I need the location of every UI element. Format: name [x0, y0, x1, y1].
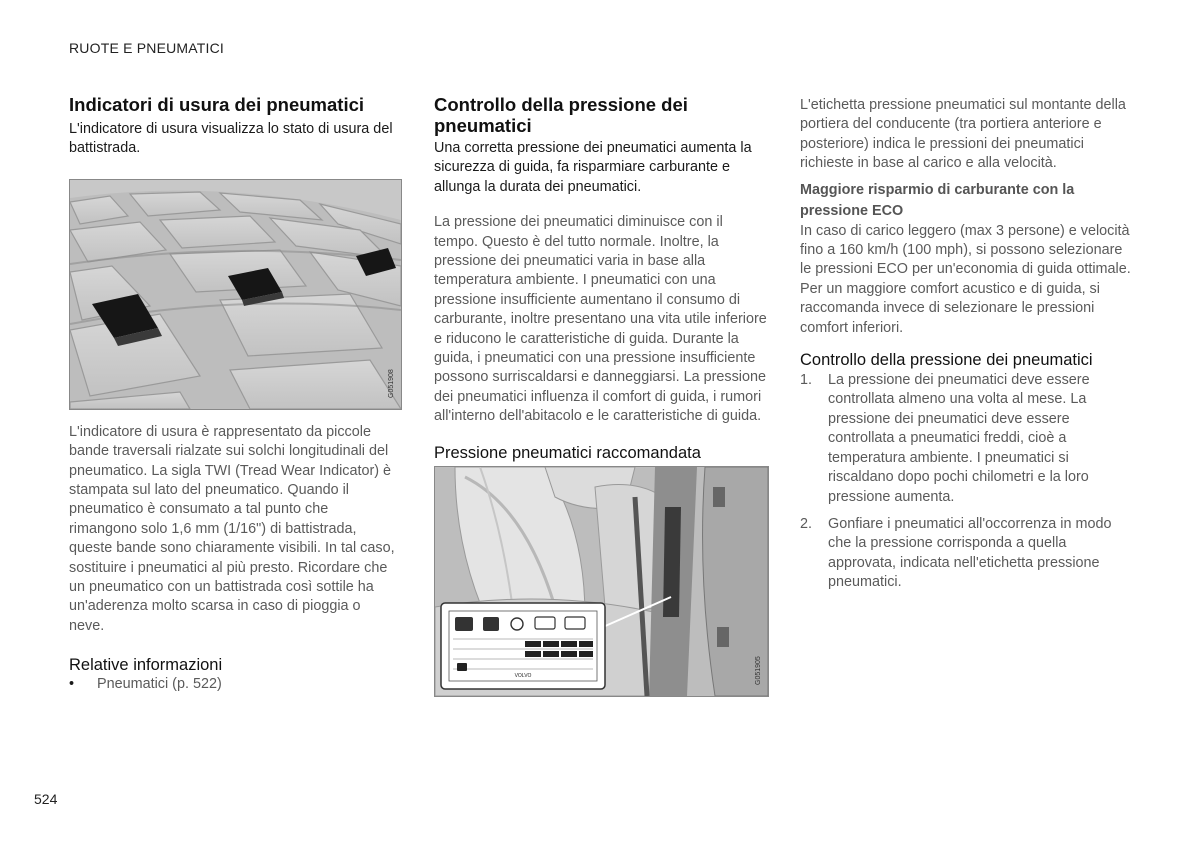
column-pressure-check: [434, 94, 768, 697]
label-brand: VOLVO: [514, 672, 532, 679]
recommended-pressure-title: Pressione pneumatici raccomandata: [434, 443, 701, 462]
column-tread-wear: [69, 94, 399, 695]
pressure-intro: Una corretta pressione dei pneumatici aumenta la sicurezza di guida, fa risparmiare carburante e allunga la durata dei pneumatici.: [434, 140, 752, 195]
wear-intro: L'indicatore di usura visualizza lo stato di usura del battistrada.: [69, 121, 393, 157]
related-list-item: [69, 675, 399, 694]
pressure-body: La pressione dei pneumatici diminuisce con il tempo. Questo è del tutto normale. Inoltre, la pressione dei pneumatici varia in base alla temperatura ambiente. I pneumatici con una pressione insufficiente aumentano il consumo di carburante, inoltre presentano una vita utile inferiore e riducono le caratteristiche di guida. Durante la guida, i pneumatici con una pressione insufficiente possono surriscaldarsi e danneggiarsi. La pressione dei pneumatici influenza il comfort di guida, i rumori all'interno dell'abitacolo e le caratteristiche di guida.: [434, 214, 767, 425]
column-recommended-pressure: [800, 96, 1134, 593]
label-location-text: L'etichetta pressione pneumatici sul montante della portiera del conducente (tra portiera anteriore e posteriore) indica le pressioni dei pneumatici richieste in base al carico e alla velocità.: [800, 97, 1126, 172]
step-item: [800, 371, 1134, 507]
car-interior-drawing: [435, 467, 768, 696]
figure-code: G051905: [755, 655, 762, 685]
running-header: RUOTE E PNEUMATICI: [69, 40, 225, 56]
wear-body: L'indicatore di usura è rappresentato da piccole bande traversali rialzate sui solchi longitudinali del pneumatico. La sigla TWI (Tread Wear Indicator) è stampata sul lato del pneumatico. Quando il pneumatico è consumato a tal punto che rimangono solo 1,6 mm (1/16") di battistrada, queste bande sono chiaramente visibili. In tal caso, sostituire i pneumatici al più presto. Ricordare che un pneumatico con un battistrada così sottile ha un'aderenza molto scarsa in caso di pioggia o neve.: [69, 423, 395, 634]
related-info-title: Relative informazioni: [69, 656, 223, 675]
step-text: Gonfiare i pneumatici all'occorrenza in modo che la pressione corrisponda a quella approvata, indicata nell'etichetta pressione pneumatici.: [828, 515, 1112, 591]
page-number: 524: [34, 791, 58, 807]
check-pressure-title: Controllo della pressione dei pneumatici: [800, 351, 1093, 370]
step-item: [800, 515, 1134, 593]
door-pillar-label-illustration: [434, 466, 769, 697]
related-link-tyres[interactable]: Pneumatici (p. 522): [97, 676, 222, 693]
bullet: •: [69, 676, 75, 693]
step-number: 2.: [800, 515, 813, 532]
eco-pressure-body: In caso di carico leggero (max 3 persone) e velocità fino a 160 km/h (100 mph), si possono selezionare le pressioni ECO per un'economia di guida ottimale. Per un maggiore comfort acustico e di guida, si raccomanda invece di selezionare le pressioni comfort inferiori.: [800, 222, 1131, 336]
step-text: La pressione dei pneumatici deve essere controllata almeno una volta al mese. La pressione dei pneumatici deve essere controllata a pneumatici freddi, cioè a temperatura ambiente. I pneumatici si riscaldano dopo pochi chilometri e la loro pressione aumenta.: [828, 372, 1090, 505]
check-steps-list: [800, 371, 1134, 592]
figure-code: G051908: [388, 369, 395, 398]
step-number: 1.: [800, 372, 813, 389]
tire-tread-drawing: [70, 180, 401, 409]
section-title-wear-indicators: Indicatori di usura dei pneumatici: [69, 94, 365, 115]
section-title-pressure-check: Controllo della pressione dei pneumatici: [434, 94, 688, 136]
eco-pressure-title: Maggiore risparmio di carburante con la pressione ECO: [800, 181, 1075, 219]
tread-wear-illustration: [69, 179, 402, 410]
